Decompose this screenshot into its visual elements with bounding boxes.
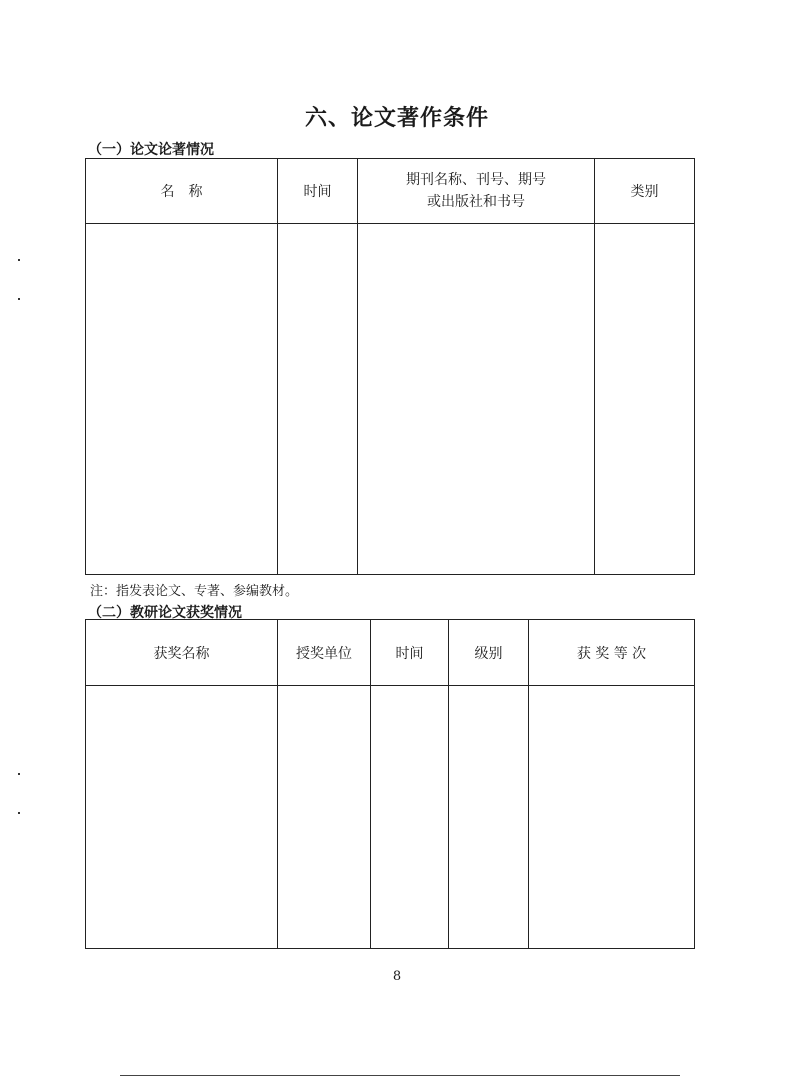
awards-col-level: 级别: [449, 620, 529, 686]
awards-col-award-name: 获奖名称: [86, 620, 278, 686]
papers-section-title: （一）论文论著情况: [88, 142, 214, 158]
scan-artifact-dot: [18, 298, 20, 300]
awards-table: [85, 619, 695, 949]
papers-time-cell[interactable]: [278, 224, 358, 575]
awards-rank-cell[interactable]: [529, 686, 695, 949]
papers-note: 注：指发表论文、专著、参编教材。: [90, 584, 299, 599]
awards-unit-cell[interactable]: [278, 686, 371, 949]
scan-artifact-dot: [18, 259, 20, 261]
page-title: 六、论文著作条件: [304, 105, 489, 131]
scan-artifact-edge: [120, 1075, 680, 1076]
papers-header-row: [86, 159, 695, 224]
papers-col-journal-line2: 或出版社和书号: [427, 194, 525, 210]
scan-artifact-dot: [18, 812, 20, 814]
papers-col-category: 类别: [595, 159, 695, 224]
papers-table: [85, 158, 695, 575]
awards-level-cell[interactable]: [449, 686, 529, 949]
papers-journal-cell[interactable]: [358, 224, 595, 575]
papers-body-row: [86, 224, 695, 575]
page-number: 8: [392, 969, 402, 984]
papers-col-journal-line1: 期刊名称、刊号、期号: [406, 172, 546, 188]
awards-header-row: [86, 620, 695, 686]
awards-col-granting-unit: 授奖单位: [278, 620, 371, 686]
papers-category-cell[interactable]: [595, 224, 695, 575]
papers-col-name: 名 称: [86, 159, 278, 224]
papers-col-journal: [358, 159, 595, 224]
awards-time-cell[interactable]: [371, 686, 449, 949]
papers-name-cell[interactable]: [86, 224, 278, 575]
awards-col-time: 时间: [371, 620, 449, 686]
awards-col-rank: 获 奖 等 次: [529, 620, 695, 686]
awards-name-cell[interactable]: [86, 686, 278, 949]
awards-body-row: [86, 686, 695, 949]
awards-section-title: （二）教研论文获奖情况: [88, 605, 242, 621]
scan-artifact-dot: [18, 773, 20, 775]
papers-col-time: 时间: [278, 159, 358, 224]
